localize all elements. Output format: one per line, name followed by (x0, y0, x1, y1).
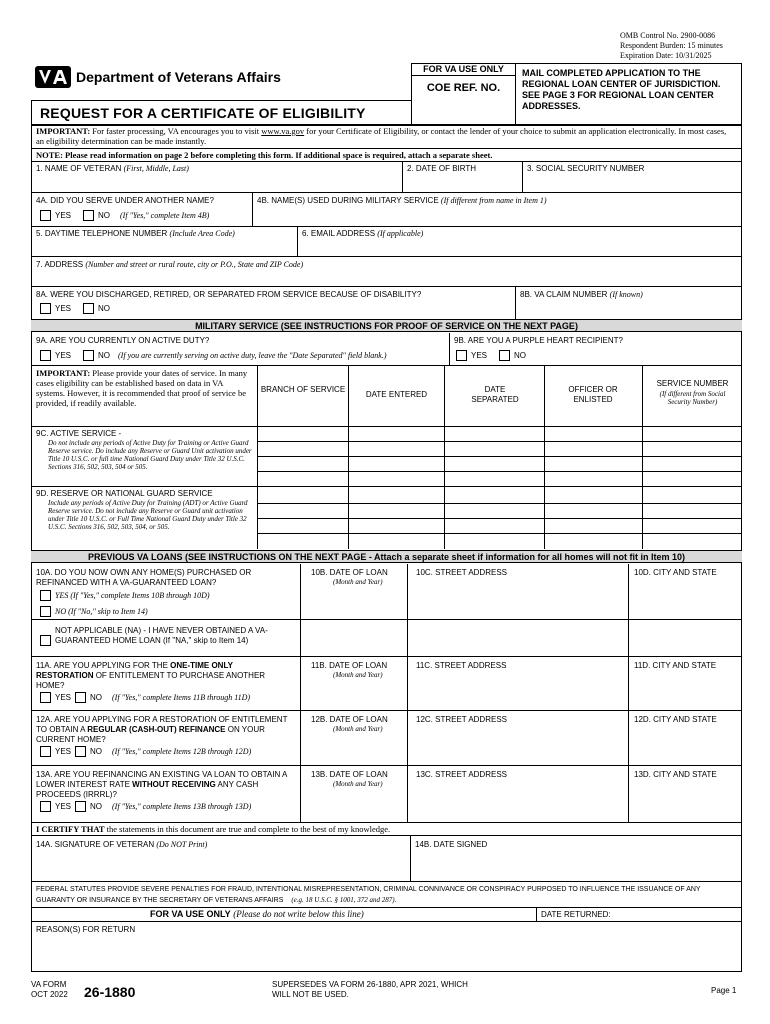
12a-no-checkbox[interactable] (75, 746, 86, 757)
field-4a-options: YES NO (If "Yes," complete Item 4B) (40, 210, 209, 221)
omb-expiration: Expiration Date: 10/31/2025 (620, 51, 712, 60)
field-3-label: 3. SOCIAL SECURITY NUMBER (527, 164, 645, 173)
date-returned-label: DATE RETURNED: (541, 910, 611, 919)
field-10a-label: 10A. DO YOU NOW OWN ANY HOME(S) PURCHASED OR REFINANCED WITH A VA-GUARANTEED LOAN? (36, 568, 252, 587)
field-6-label: 6. EMAIL ADDRESS (If applicable) (302, 229, 424, 238)
military-service-band: MILITARY SERVICE (SEE INSTRUCTIONS FOR PROOF OF SERVICE ON THE NEXT PAGE) (31, 319, 742, 332)
reserve-service-grid[interactable] (258, 487, 742, 549)
col-branch: BRANCH OF SERVICE (260, 385, 346, 394)
field-10b-label: 10B. DATE OF LOAN (311, 568, 388, 577)
signature-input[interactable] (36, 852, 406, 879)
9b-no-checkbox[interactable] (499, 350, 510, 361)
service-important-note: IMPORTANT: Please provide your dates of service. In many cases eligibility can be established based on data in VA systems. However, it is recommended that proof of service be provided, if readily available. (36, 368, 248, 408)
penalty-text: FEDERAL STATUTES PROVIDE SEVERE PENALTIES FOR FRAUD, INTENTIONAL MISREPRESENTATION, CRIMINAL CONNIVANCE OR CONSPIRACY PURPOSED TO INFLUENCE THE ISSUANCE OF ANY GUARANTY OR INSURANCE BY THE SECRETARY OF VETERANS AFFAIRS (e.g. 18 U.S.C. § 1001, 372 and 287). (36, 886, 701, 904)
col-date-separated: DATE SEPARATED (471, 385, 519, 404)
important-text2: for your Certificate of Eligibility, or contact the lender of your choice to submit an application electronically. In most cases, an eligibility determination can be made instantly. (36, 126, 727, 146)
11b-hint: (Month and Year) (333, 671, 383, 679)
va-logo-icon (35, 66, 71, 88)
agency-header (33, 63, 411, 101)
previous-loans-band: PREVIOUS VA LOANS (SEE INSTRUCTIONS ON THE NEXT PAGE - Attach a separate sheet if information for all homes will not fit in Item 10) (31, 550, 742, 563)
10b-hint: (Month and Year) (333, 578, 383, 586)
note-text: NOTE: Please read information on page 2 before completing this form. If additional space is required, attach a separate sheet. (36, 150, 493, 160)
13a-no-checkbox[interactable] (75, 801, 86, 812)
12b-hint: (Month and Year) (333, 725, 383, 733)
va-use-only-label: FOR VA USE ONLY (412, 64, 515, 76)
12a-options: YES NO (If "Yes," complete Items 12B through 12D) (40, 746, 251, 757)
10a-na-row: NOT APPLICABLE (NA) - I HAVE NEVER OBTAINED A VA-GUARANTEED HOME LOAN (If "NA," skip to Item 14) (40, 626, 280, 646)
page-number: Page 1 (711, 986, 737, 995)
date-of-birth-input[interactable] (406, 175, 518, 190)
8a-yes-checkbox[interactable] (40, 303, 51, 314)
field-13a-label: 13A. ARE YOU REFINANCING AN EXISTING VA LOAN TO OBTAIN A LOWER INTEREST RATE WITHOUT RECEIVING ANY CASH PROCEEDS (IRRRL)? (36, 770, 287, 799)
col-officer-enlisted: OFFICER OR ENLISTED (568, 385, 618, 404)
omb-block (620, 31, 723, 61)
important-text1: For faster processing, VA encourages you to visit (92, 126, 260, 136)
footer-form-id: VA FORM OCT 2022 (31, 980, 68, 999)
10a-no-checkbox[interactable] (40, 606, 51, 617)
field-11d-label: 11D. CITY AND STATE (634, 661, 717, 670)
title-box (31, 100, 411, 125)
field-13c-label: 13C. STREET ADDRESS (416, 770, 507, 779)
10a-no-row: NO (If "No," skip to Item 14) (40, 606, 148, 617)
va-gov-link[interactable]: www.va.gov (261, 126, 305, 136)
field-11c-label: 11C. STREET ADDRESS (416, 661, 507, 670)
field-11a-label: 11A. ARE YOU APPLYING FOR THE ONE-TIME ONLY RESTORATION OF ENTITLEMENT TO PURCHASE ANOTHER HOME? (36, 661, 266, 690)
agency-name: Department of Veterans Affairs (76, 69, 281, 85)
11a-yes-checkbox[interactable] (40, 692, 51, 703)
mail-instructions-box (516, 63, 742, 125)
field-9b-label: 9B. ARE YOU A PURPLE HEART RECIPIENT? (454, 336, 623, 345)
important-lead: IMPORTANT: (36, 126, 91, 136)
field-9d: 9D. RESERVE OR NATIONAL GUARD SERVICE Include any periods of Active Duty for Training (ADT) or Active Guard Reserve service. Do not include any Reserve or Guard unit activation under Title 10 U.S.C. or Full Time National Guard Duty under Title 32 U.S.C. Sections 316, 502, 503, 504, or 505. (36, 489, 248, 531)
important-notice (36, 126, 736, 146)
field-12a-label: 12A. ARE YOU APPLYING FOR A RESTORATION OF ENTITLEMENT TO OBTAIN A REGULAR (CASH-OUT) REFINANCE ON YOUR CURRENT HOME? (36, 715, 288, 744)
field-8a-label: 8A. WERE YOU DISCHARGED, RETIRED, OR SEPARATED FROM SERVICE BECAUSE OF DISABILITY? (36, 290, 422, 299)
10a-na-checkbox[interactable] (40, 635, 51, 646)
certify-text: I CERTIFY THAT the statements in this document are true and complete to the best of my knowledge. (36, 824, 391, 834)
form-title: REQUEST FOR A CERTIFICATE OF ELIGIBILITY (40, 105, 366, 121)
date-signed-input[interactable] (414, 852, 738, 879)
field-9c: 9C. ACTIVE SERVICE - Do not include any periods of Active Duty for Training or Active Guard Reserve service. Do include any Reserve or Guard Unit activation under Title 10 U.S.C. or full time National Guard Duty under Title 32 U.S.C. Sections 316, 502, 503, 504 or 505. (36, 429, 252, 471)
10a-yes-checkbox[interactable] (40, 590, 51, 601)
field-9a-options: YES NO (If you are currently serving on active duty, leave the "Date Separated" field blank.) (40, 350, 387, 361)
supersedes-text: SUPERSEDES VA FORM 26-1880, APR 2021, WHICH WILL NOT BE USED. (272, 980, 468, 999)
field-2-label: 2. DATE OF BIRTH (407, 164, 477, 173)
field-7-label: 7. ADDRESS (Number and street or rural route, city or P.O., State and ZIP Code) (36, 260, 304, 269)
ssn-input[interactable] (526, 175, 738, 190)
field-12c-label: 12C. STREET ADDRESS (416, 715, 507, 724)
email-input[interactable] (301, 240, 738, 254)
phone-input[interactable] (36, 240, 294, 254)
omb-burden: Respondent Burden: 15 minutes (620, 41, 723, 50)
active-service-grid[interactable] (258, 427, 742, 486)
8a-no-checkbox[interactable] (83, 303, 94, 314)
address-input[interactable] (36, 271, 738, 285)
field-13d-label: 13D. CITY AND STATE (634, 770, 717, 779)
9b-yes-checkbox[interactable] (456, 350, 467, 361)
11a-no-checkbox[interactable] (75, 692, 86, 703)
field-10c-label: 10C. STREET ADDRESS (416, 568, 507, 577)
va-use-only-footer: FOR VA USE ONLY (Please do not write below this line) (150, 909, 364, 919)
coe-ref-label: COE REF. NO. (426, 82, 501, 94)
former-names-input[interactable] (256, 208, 738, 224)
field-14b-label: 14B. DATE SIGNED (415, 840, 488, 849)
field-8b-label: 8B. VA CLAIM NUMBER (If known) (520, 290, 643, 299)
field-4b-label: 4B. NAME(S) USED DURING MILITARY SERVICE (If different from name in Item 1) (257, 196, 547, 205)
col-service-number: SERVICE NUMBER (If different from Social Security Number) (656, 379, 729, 406)
coe-ref-box (411, 63, 516, 125)
omb-control: OMB Control No. 2900-0086 (620, 31, 716, 40)
12a-yes-checkbox[interactable] (40, 746, 51, 757)
form-number: 26-1880 (84, 984, 136, 1000)
field-5-label: 5. DAYTIME TELEPHONE NUMBER (Include Area Code) (36, 229, 235, 238)
field-14a-label: 14A. SIGNATURE OF VETERAN (Do NOT Print) (36, 840, 208, 849)
9a-no-checkbox[interactable] (83, 350, 94, 361)
field-9a-label: 9A. ARE YOU CURRENTLY ON ACTIVE DUTY? (36, 336, 210, 345)
field-8a-options: YES NO (40, 303, 110, 314)
9a-yes-checkbox[interactable] (40, 350, 51, 361)
13b-hint: (Month and Year) (333, 780, 383, 788)
col-date-entered: DATE ENTERED (365, 390, 428, 399)
field-4a-label: 4A. DID YOU SERVE UNDER ANOTHER NAME? (36, 196, 214, 205)
field-13b-label: 13B. DATE OF LOAN (311, 770, 388, 779)
va-claim-number-input[interactable] (519, 302, 738, 317)
field-9b-options: YES NO (456, 350, 526, 361)
10a-yes-row: YES (If "Yes," complete Items 10B through 10D) (40, 590, 210, 601)
field-11b-label: 11B. DATE OF LOAN (311, 661, 388, 670)
veteran-name-input[interactable] (36, 175, 398, 190)
11a-options: YES NO (If "Yes," complete Items 11B through 11D) (40, 692, 250, 703)
13a-yes-checkbox[interactable] (40, 801, 51, 812)
13a-options: YES NO (If "Yes," complete Items 13B through 13D) (40, 801, 251, 812)
field-10d-label: 10D. CITY AND STATE (634, 568, 717, 577)
4a-yes-checkbox[interactable] (40, 210, 51, 221)
4a-no-checkbox[interactable] (83, 210, 94, 221)
field-1-label: 1. NAME OF VETERAN (First, Middle, Last) (36, 164, 189, 173)
field-12b-label: 12B. DATE OF LOAN (311, 715, 388, 724)
field-12d-label: 12D. CITY AND STATE (634, 715, 717, 724)
mail-instructions: MAIL COMPLETED APPLICATION TO THE REGIONAL LOAN CENTER OF JURISDICTION. SEE PAGE 3 FOR REGIONAL LOAN CENTER ADDRESSES. (522, 68, 721, 111)
reasons-for-return-label: REASON(S) FOR RETURN (36, 925, 136, 934)
